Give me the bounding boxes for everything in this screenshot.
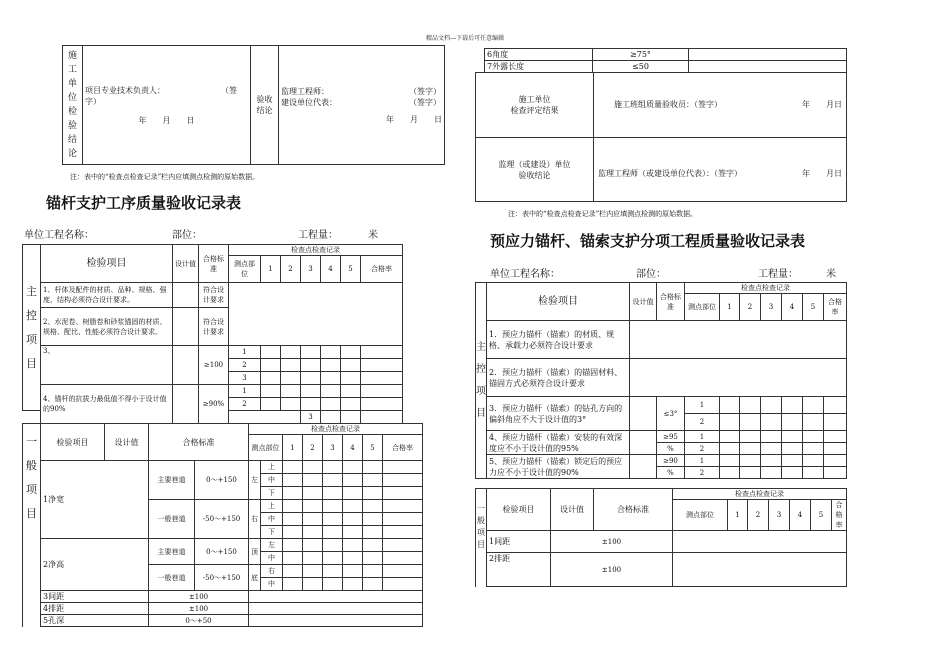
item-exposed-length-std: ≤50	[593, 61, 689, 73]
pos-bottom: 底	[249, 565, 261, 591]
header-note: 精品文档---下载后可任意编辑	[426, 35, 505, 42]
h-num-4: 4	[321, 256, 341, 283]
g-h-point: 测点部位	[249, 435, 283, 461]
right-form-title: 预应力锚杆、锚索支护分项工程质量验收记录表	[490, 232, 806, 250]
left-unit-label: 单位工程名称：	[24, 230, 94, 241]
item-angle-std: ≥75°	[593, 49, 689, 61]
supervision-cell	[594, 138, 847, 202]
r-general-spacing-std: ±100	[551, 531, 673, 553]
r-point-2: 2	[685, 414, 720, 431]
right-sign-cell	[279, 46, 445, 165]
h-num-5: 5	[341, 256, 361, 283]
point-3: 3	[229, 372, 261, 385]
right-qty-unit: 米	[826, 269, 836, 280]
r-h-num-4: 4	[782, 294, 803, 321]
right-eval-table	[475, 72, 847, 202]
pos-up: 上	[261, 461, 283, 474]
g-h-item: 检验项目	[41, 424, 105, 461]
r-g-h-num-3: 3	[769, 500, 790, 531]
tech-lead-sign: 项目专业技术负责人： （签字）	[85, 85, 237, 106]
left-qty-unit: 米	[368, 230, 378, 241]
left-general-table	[22, 423, 423, 627]
r-main-item-4-std: ≥95	[657, 431, 685, 443]
h-record: 检查点检查记录	[229, 245, 403, 256]
main-item-4-std: ≥90%	[199, 385, 229, 424]
pos-top: 顶	[249, 539, 261, 565]
r-main-item-5-std: ≥90	[657, 455, 685, 467]
r-g-h-record: 检查点检查记录	[673, 489, 847, 500]
right-dept-label: 部位：	[636, 269, 666, 280]
pos-middle: 中	[261, 474, 283, 487]
point-3: 3	[301, 411, 321, 424]
general-spacing-std: ±100	[149, 591, 249, 603]
eval-date: 年 月日	[802, 100, 842, 109]
r-h-point: 测点部位	[685, 294, 720, 321]
left-qty-label: 工程量：	[298, 230, 338, 241]
g-h-num-4: 4	[343, 435, 363, 461]
r-h-num-1: 1	[720, 294, 740, 321]
g-h-rate: 合格率	[383, 435, 423, 461]
pos-left: 左	[261, 539, 283, 552]
general-section: 一 般 项 目	[23, 424, 41, 627]
item-angle: 6角度	[485, 49, 593, 61]
general-roadway: 一般巷道	[149, 500, 195, 539]
left-main-control-table	[22, 244, 403, 424]
r-g-h-std: 合格标准	[594, 489, 673, 531]
pos-middle: 中	[261, 552, 283, 565]
r-g-h-num-1: 1	[728, 500, 748, 531]
main-roadway-std: 0～+150	[195, 461, 249, 500]
r-main-item-1-blank	[630, 321, 847, 359]
main-item-3-std: ≥100	[199, 346, 229, 385]
r-main-item-2: 2．预应力锚杆（锚索）的锚固材料、锚固方式必须符合设计要求	[487, 359, 630, 397]
main-item-1-std: 符合设计要求	[199, 283, 229, 308]
left-date: 年 月 日	[138, 115, 195, 125]
right-top-table	[484, 48, 847, 73]
supervisor-engineer-sign: 监理工程师（或建设单位代表）：（签字）	[598, 168, 742, 178]
pos-right: 右	[261, 565, 283, 578]
r-point-1: 1	[685, 431, 720, 443]
r-h-design: 设计值	[630, 283, 657, 321]
main-roadway: 主要巷道	[149, 461, 195, 500]
r-point-1: 1	[685, 455, 720, 467]
team-inspector-sign: 施工班组质量验收员：（签字）	[614, 100, 722, 109]
h-design: 设计值	[173, 245, 199, 283]
r-main-item-5: 5、预应力锚杆（锚索）锁定后的预应力应不小于设计值的90%	[487, 455, 630, 479]
pos-down: 下	[261, 487, 283, 500]
pos-middle: 中	[261, 578, 283, 591]
r-g-h-item: 检验项目	[487, 489, 551, 531]
h-num-3: 3	[301, 256, 321, 283]
note-right: 注：表中的“检查点检查记录”栏内应填测点检测的原始数据。	[508, 210, 698, 218]
g-h-design: 设计值	[105, 424, 149, 461]
h-num-2: 2	[281, 256, 301, 283]
right-date: 年 月 日	[386, 114, 442, 124]
r-general-spacing: 1间距	[487, 531, 551, 553]
r-g-h-num-4: 4	[790, 500, 811, 531]
r-main-item-3-std: ≤3°	[657, 397, 685, 431]
right-general-table	[475, 488, 847, 587]
main-roadway-2-std: 0～+150	[195, 539, 249, 565]
r-h-std: 合格标准	[657, 283, 685, 321]
owner-sign: 建设单位代表： （签字）	[281, 97, 441, 107]
r-main-item-4: 4、预应力锚杆（锚索）安装的有效深度应不小于设计值的95%	[487, 431, 630, 455]
main-item-4: 4、锚杆的抗拔力最低值不得小于设计值的90%	[41, 385, 173, 424]
r-point-2: 2	[685, 443, 720, 455]
acceptance-conclusion-label: 验收结论	[251, 46, 279, 165]
r-point-2: 2	[685, 467, 720, 479]
side-right: 右	[249, 500, 261, 539]
r-g-h-design: 设计值	[551, 489, 594, 531]
g-h-std: 合格标准	[149, 424, 249, 461]
general-hole-depth-std: 0～+50	[149, 615, 249, 627]
r-main-item-3: 3．预应力锚杆（锚索）的钻孔方向的偏斜角应不大于设计值的3°	[487, 397, 630, 431]
right-main-control-table	[475, 282, 847, 479]
supervisor-sign: 监理工程师： （签字）	[281, 86, 441, 96]
top-left-conclusion-table	[62, 45, 445, 165]
main-item-2: 2、水泥卷、树脂卷和砂浆锚固的材质、规格、配比、性能必须符合设计要求。	[41, 308, 173, 346]
note-left: 注：表中的“检查点检查记录”栏内应填测点检测的原始数据。	[70, 173, 260, 181]
h-std: 合格标准	[199, 245, 229, 283]
r-h-num-2: 2	[740, 294, 761, 321]
main-roadway-2: 主要巷道	[149, 539, 195, 565]
r-main-item-5-std-unit: %	[657, 467, 685, 479]
point-1: 1	[229, 346, 261, 359]
point-2: 2	[229, 398, 261, 411]
general-spacing: 3间距	[41, 591, 149, 603]
general-row-spacing: 4排距	[41, 603, 149, 615]
point-1: 1	[229, 385, 261, 398]
left-sign-cell	[83, 46, 251, 165]
r-h-item: 检验项目	[487, 283, 630, 321]
g-h-num-2: 2	[303, 435, 323, 461]
h-num-1: 1	[261, 256, 281, 283]
r-point-1: 1	[685, 397, 720, 414]
r-h-num-3: 3	[761, 294, 782, 321]
construction-eval-cell	[594, 73, 847, 138]
r-general-row-spacing-std: ±100	[551, 553, 673, 587]
h-point: 测点部位	[229, 256, 261, 283]
item-exposed-length: 7外露长度	[485, 61, 593, 73]
r-g-h-num-2: 2	[748, 500, 769, 531]
pos-up: 上	[261, 500, 283, 513]
r-g-h-num-5: 5	[811, 500, 832, 531]
r-h-num-5: 5	[803, 294, 824, 321]
point-2: 2	[229, 359, 261, 372]
main-record-blank	[229, 283, 403, 346]
general-roadway-2: 一般巷道	[149, 565, 195, 591]
left-form-title: 锚杆支护工序质量验收记录表	[46, 194, 242, 212]
general-net-height: 2净高	[41, 539, 149, 591]
r-main-item-2-blank	[630, 359, 847, 397]
pos-down: 下	[261, 526, 283, 539]
general-net-width: 1净宽	[41, 461, 149, 539]
h-rate: 合格率	[361, 256, 403, 283]
row-label: 施 工 单 位 检 验 结 论	[63, 46, 83, 165]
left-dept-label: 部位：	[172, 230, 202, 241]
supervision-label: 监理（或建设）单位 验收结论	[476, 138, 594, 202]
r-g-h-rate: 合格率	[832, 500, 847, 531]
h-item: 检验项目	[41, 245, 173, 283]
r-main-control-section: 主 控 项 目	[476, 283, 487, 479]
r-g-h-point: 测点部位	[673, 500, 728, 531]
g-h-num-3: 3	[323, 435, 343, 461]
main-item-2-std: 符合设计要求	[199, 308, 229, 346]
g-h-record: 检查点检查记录	[249, 424, 423, 435]
general-hole-depth: 5孔深	[41, 615, 149, 627]
sup-date: 年 月日	[802, 168, 842, 178]
r-main-item-4-std-unit: %	[657, 443, 685, 455]
r-general-section: 一 般 项 目	[476, 489, 487, 587]
main-item-3: 3、	[41, 346, 173, 385]
main-control-section: 主 控 项 目	[23, 245, 41, 411]
general-roadway-2-std: -50～+150	[195, 565, 249, 591]
right-unit-label: 单位工程名称：	[490, 269, 560, 280]
r-general-row-spacing: 2排距	[487, 553, 551, 587]
main-item-1: 1、杆体及配件的材质、品种、规格、强度、结构必须符合设计要求。	[41, 283, 173, 308]
general-roadway-std: -50～+150	[195, 500, 249, 539]
r-main-item-1: 1．预应力锚杆（锚索）的材质、规格、承载力必须符合设计要求	[487, 321, 630, 359]
g-h-num-5: 5	[363, 435, 383, 461]
pos-middle: 中	[261, 513, 283, 526]
g-h-num-1: 1	[283, 435, 303, 461]
right-qty-label: 工程量：	[758, 269, 798, 280]
general-row-spacing-std: ±100	[149, 603, 249, 615]
r-h-rate: 合格率	[824, 294, 847, 321]
side-left: 左	[249, 461, 261, 500]
construction-eval-label: 施工单位 检查评定结果	[476, 73, 594, 138]
r-h-record: 检查点检查记录	[685, 283, 847, 294]
